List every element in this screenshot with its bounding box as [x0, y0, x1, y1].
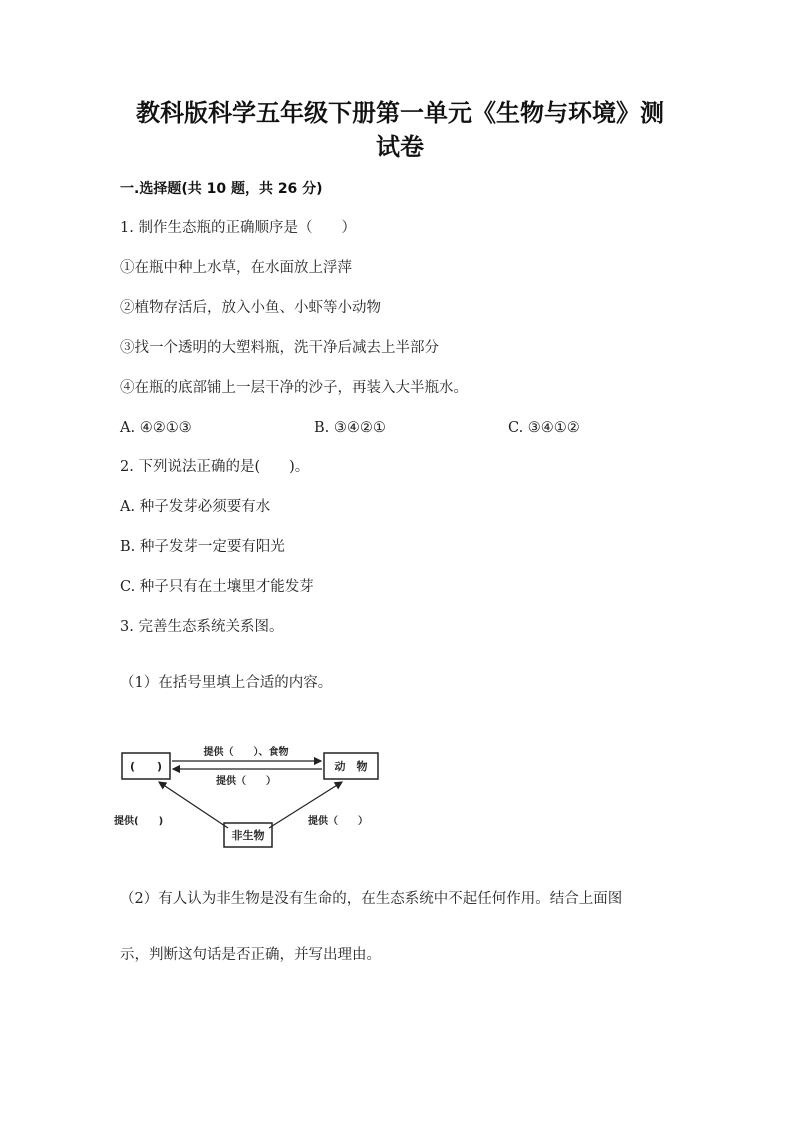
title-line-1: 教科版科学五年级下册第一单元《生物与环境》测: [136, 99, 664, 127]
question-2-option-c[interactable]: C. 种子只有在土壤里才能发芽: [120, 579, 314, 595]
producer-box-label: ( ): [129, 760, 163, 773]
page-title: [120, 96, 680, 164]
nonliving-box-label: 非生物: [231, 829, 265, 842]
question-1-step-3: ③找一个透明的大塑料瓶，洗干净后减去上半部分: [120, 340, 439, 356]
title-line-2: 试卷: [376, 133, 424, 161]
question-3-part-2-line-2: 示，判断这句话是否正确，并写出理由。: [120, 947, 381, 963]
nonliving-to-animal-label: 提供（ ）: [308, 816, 368, 827]
question-3-part-2-line-1: （2）有人认为非生物是没有生命的，在生态系统中不起任何作用。结合上面图: [120, 891, 623, 907]
question-2-stem: 2. 下列说法正确的是( )。: [120, 459, 310, 475]
question-1-stem: 1. 制作生态瓶的正确顺序是（ ）: [120, 220, 356, 236]
question-2-option-b[interactable]: B. 种子发芽一定要有阳光: [120, 539, 285, 555]
animal-to-producer-label: 提供（ ）: [216, 776, 276, 787]
question-3-part-1: （1）在括号里填上合适的内容。: [120, 675, 333, 691]
question-1-option-c[interactable]: C. ③④①②: [508, 420, 580, 436]
question-1-option-a[interactable]: A. ④②①③: [120, 420, 192, 436]
question-1-step-1: ①在瓶中种上水草，在水面放上浮萍: [120, 260, 352, 276]
question-3-stem: 3. 完善生态系统关系图。: [120, 619, 284, 635]
question-2-option-a[interactable]: A. 种子发芽必须要有水: [120, 499, 271, 515]
question-1-step-4: ④在瓶的底部铺上一层干净的沙子，再装入大半瓶水。: [120, 380, 468, 396]
question-1-option-b[interactable]: B. ③④②①: [314, 420, 386, 436]
nonliving-to-producer-label: 提供( ): [114, 816, 164, 827]
producer-to-animal-label: 提供（ ）、食物: [203, 747, 289, 758]
animal-box-label: 动 物: [334, 760, 368, 773]
section-heading: 一.选择题(共 10 题，共 26 分): [120, 181, 323, 197]
nonliving-to-producer-arrow: [159, 782, 228, 828]
question-1-step-2: ②植物存活后，放入小鱼、小虾等小动物: [120, 300, 381, 316]
ecosystem-diagram: [112, 735, 402, 855]
